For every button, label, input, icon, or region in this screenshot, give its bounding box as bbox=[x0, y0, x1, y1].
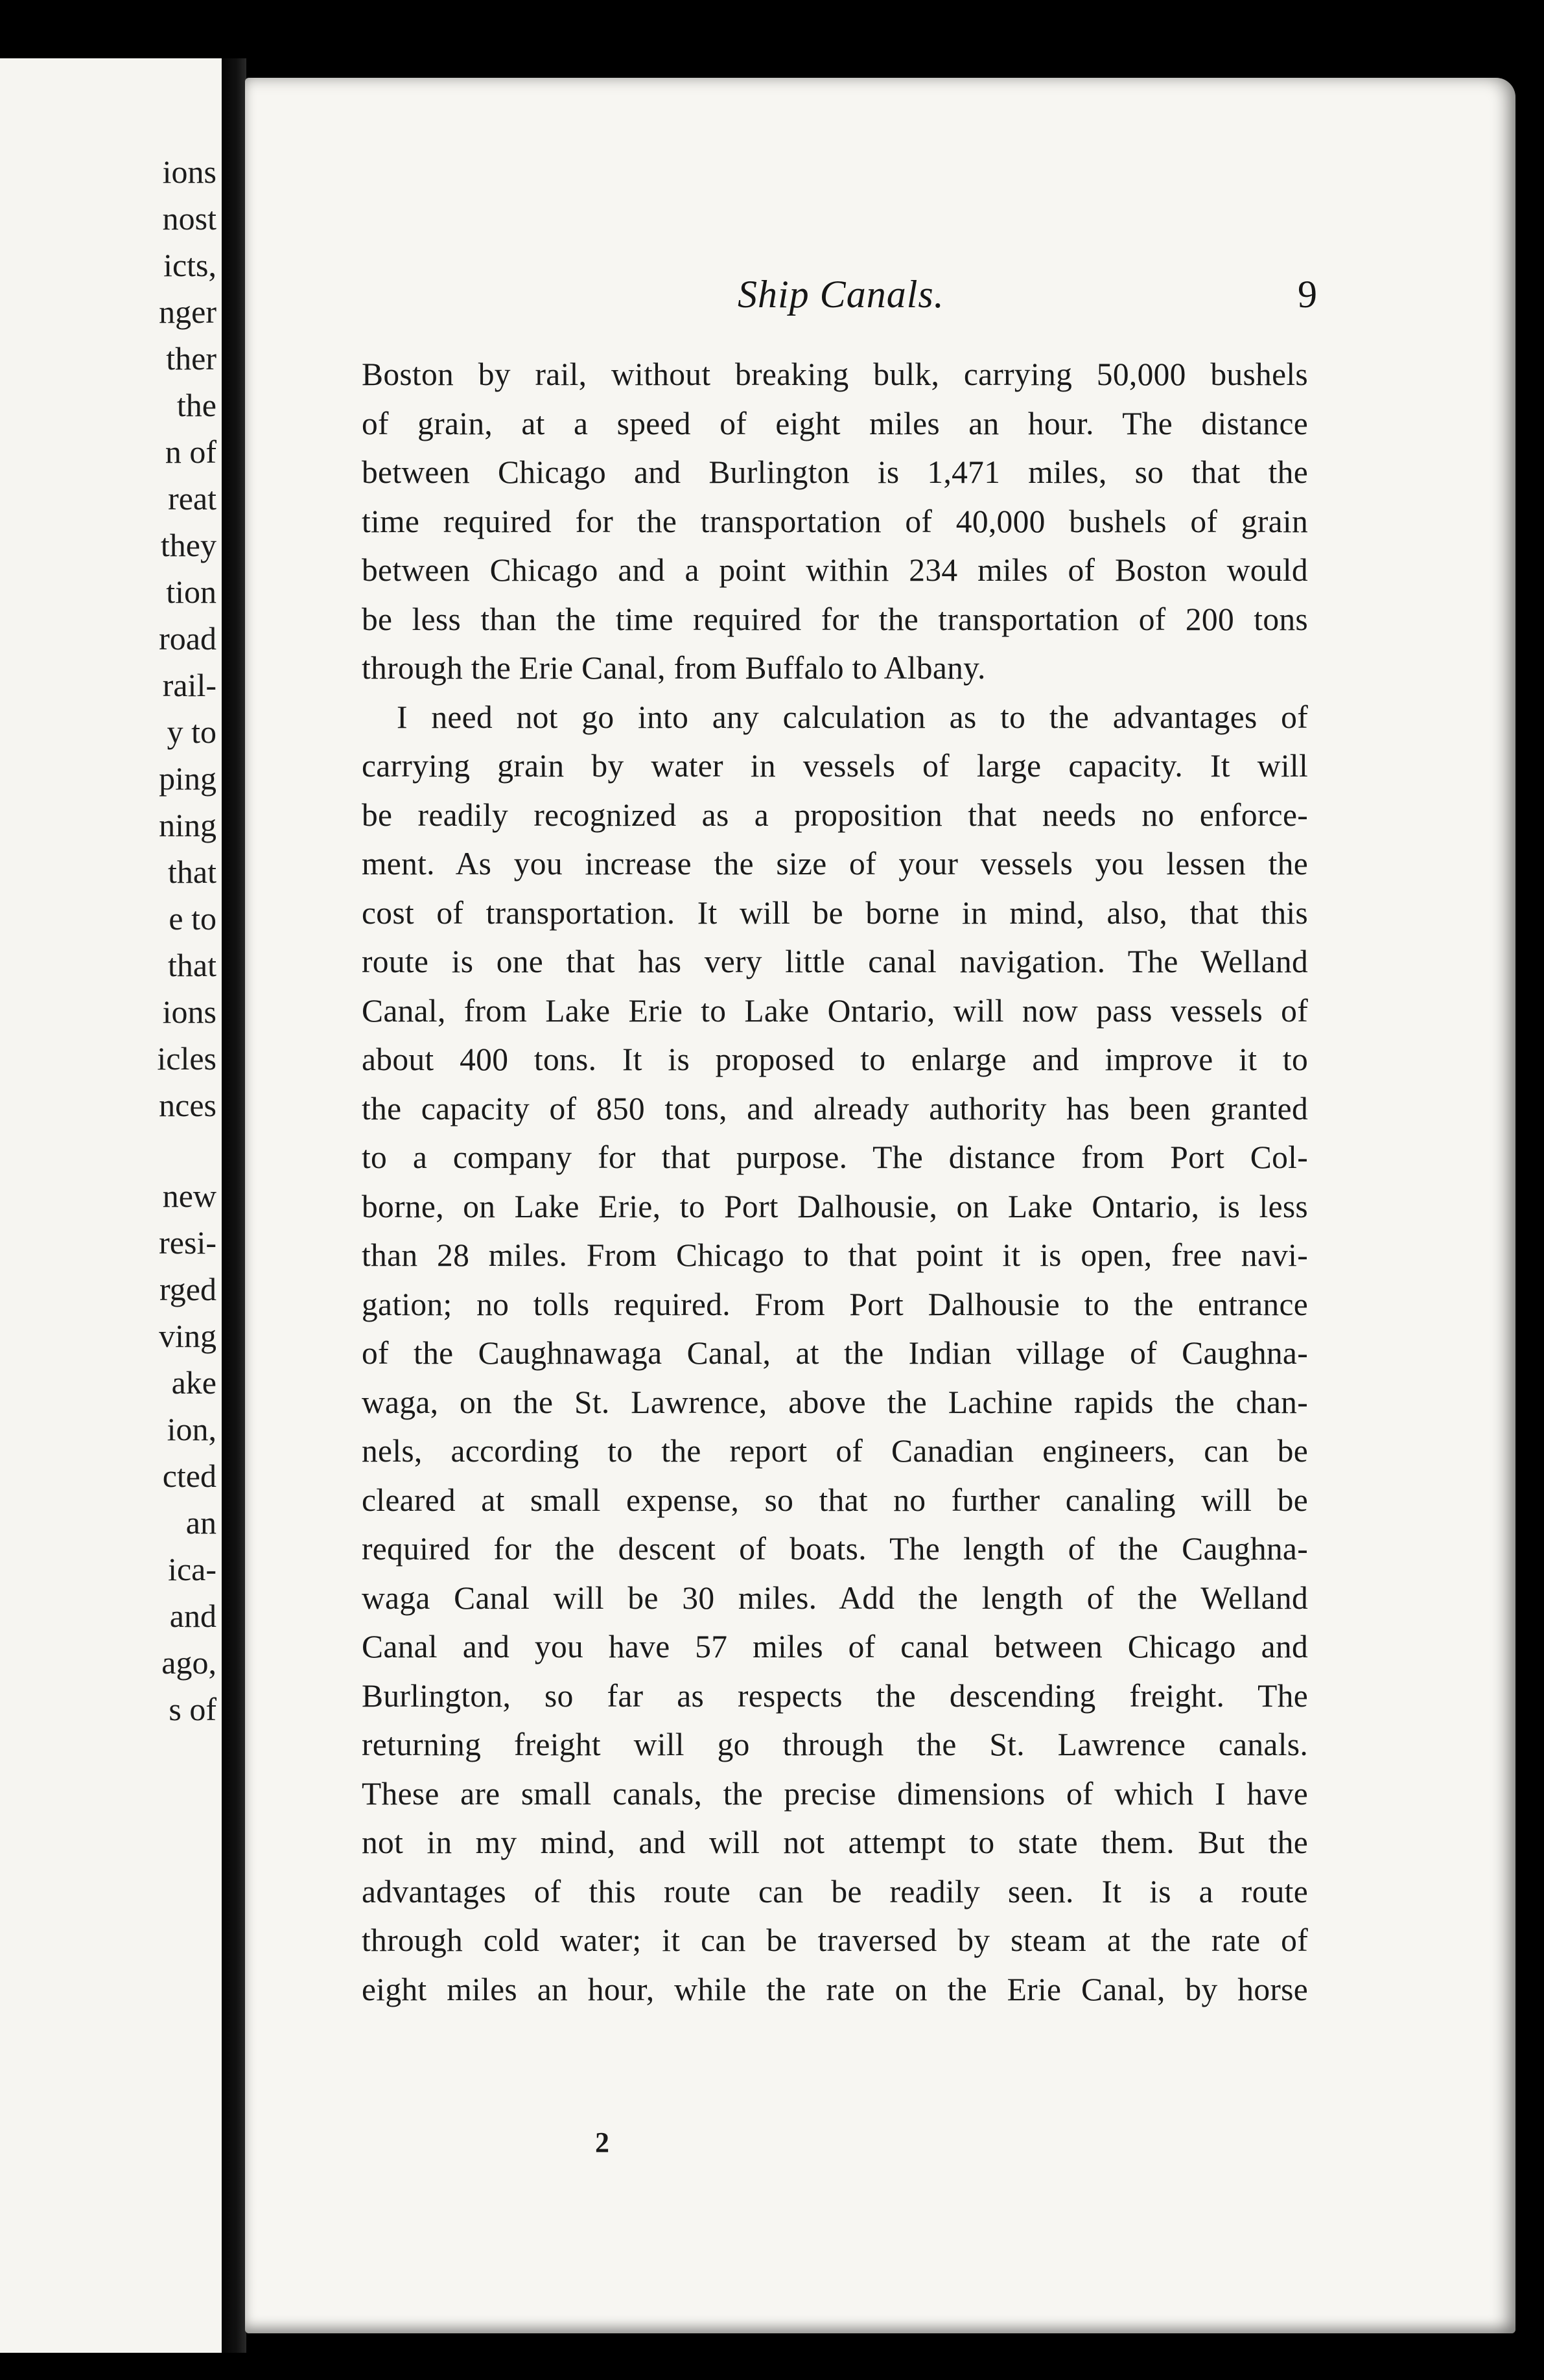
text-line: advantages of this route can be readily seen. It is a route bbox=[362, 1873, 1308, 1909]
facing-page-fragment: tion bbox=[166, 574, 216, 610]
text-line: carrying grain by water in vessels of large capacity. It will bbox=[362, 748, 1308, 784]
facing-page-fragment: an bbox=[185, 1504, 216, 1541]
text-line: between Chicago and a point within 234 miles of Boston would bbox=[362, 552, 1308, 588]
text-line: of the Caughnawaga Canal, at the Indian village of Caughna- bbox=[362, 1335, 1308, 1371]
facing-page-fragment: ion, bbox=[167, 1411, 216, 1447]
text-line: than 28 miles. From Chicago to that point it is open, free navi- bbox=[362, 1237, 1308, 1273]
facing-page-fragment: that bbox=[168, 854, 216, 890]
text-line: cost of transportation. It will be borne in mind, also, that this bbox=[362, 894, 1308, 931]
text-line: These are small canals, the precise dimensions of which I have bbox=[362, 1775, 1308, 1812]
body-text bbox=[362, 350, 1308, 2014]
text-line: Canal and you have 57 miles of canal between Chicago and bbox=[362, 1629, 1308, 1664]
text-line: not in my mind, and will not attempt to state them. But the bbox=[362, 1825, 1308, 1860]
text-line: Canal, from Lake Erie to Lake Ontario, will now pass vessels of bbox=[362, 992, 1308, 1029]
text-line: to a company for that purpose. The distance from Port Col- bbox=[362, 1139, 1308, 1175]
facing-page-fragment: ago, bbox=[161, 1644, 216, 1681]
facing-page-fragment: ions bbox=[162, 994, 216, 1030]
text-line: nels, according to the report of Canadian engineers, can be bbox=[362, 1433, 1308, 1469]
text-line: route is one that has very little canal navigation. The Welland bbox=[362, 944, 1308, 979]
text-line: I need not go into any calculation as to the advantages of bbox=[397, 699, 1308, 735]
text-line: waga, on the St. Lawrence, above the Lachine rapids the chan- bbox=[362, 1384, 1308, 1420]
text-line: be readily recognized as a proposition that needs no enforce- bbox=[362, 797, 1308, 833]
paragraph bbox=[362, 693, 1308, 2014]
facing-page-fragment: that bbox=[168, 947, 216, 983]
text-line: waga Canal will be 30 miles. Add the length of the Welland bbox=[362, 1580, 1308, 1616]
text-line: through cold water; it can be traversed by steam at the rate of bbox=[362, 1922, 1308, 1958]
text-line: time required for the transportation of 40,000 bushels of grain bbox=[362, 503, 1308, 539]
text-line: between Chicago and Burlington is 1,471 miles, so that the bbox=[362, 454, 1308, 490]
facing-page-fragment: new bbox=[162, 1178, 216, 1214]
text-line: the capacity of 850 tons, and already authority has been granted bbox=[362, 1090, 1308, 1126]
facing-page-fragment: nces bbox=[159, 1087, 216, 1123]
running-header bbox=[245, 272, 1515, 324]
text-line: be less than the time required for the transportation of 200 tons bbox=[362, 601, 1308, 637]
text-line: required for the descent of boats. The length of the Caughna- bbox=[362, 1531, 1308, 1567]
facing-page-fragment: ions bbox=[162, 154, 216, 190]
text-line: through the Erie Canal, from Buffalo to Albany. bbox=[362, 650, 986, 686]
facing-page-fragment: e to bbox=[169, 900, 216, 937]
facing-page-fragment: ica- bbox=[168, 1551, 216, 1587]
facing-page-fragment: resi- bbox=[159, 1224, 216, 1261]
binding-gutter bbox=[222, 58, 246, 2353]
facing-page-fragment: the bbox=[176, 387, 216, 423]
facing-page-fragment: ping bbox=[159, 760, 216, 797]
running-title: Ship Canals. bbox=[738, 273, 944, 316]
facing-page-fragment: road bbox=[159, 620, 216, 657]
page-number: 9 bbox=[1298, 273, 1317, 316]
text-line: gation; no tolls required. From Port Dalhousie to the entrance bbox=[362, 1286, 1308, 1322]
facing-page-fragment: ther bbox=[166, 340, 216, 377]
book-page bbox=[245, 78, 1515, 2333]
text-line: ment. As you increase the size of your vessels you lessen the bbox=[362, 846, 1308, 881]
text-line: about 400 tons. It is proposed to enlarge and improve it to bbox=[362, 1042, 1308, 1077]
facing-page-fragment: ning bbox=[159, 807, 216, 843]
text-line: Burlington, so far as respects the descending freight. The bbox=[362, 1677, 1308, 1714]
facing-page-fragment: they bbox=[160, 527, 216, 563]
text-line: borne, on Lake Erie, to Port Dalhousie, on Lake Ontario, is less bbox=[362, 1188, 1308, 1224]
text-line: returning freight will go through the St. Lawrence canals. bbox=[362, 1727, 1308, 1762]
facing-page-fragment: s of bbox=[169, 1691, 216, 1727]
facing-page-fragment: nger bbox=[159, 294, 216, 330]
facing-page-fragment: reat bbox=[168, 480, 216, 517]
facing-page-fragment: y to bbox=[167, 714, 216, 750]
facing-page-fragment: nost bbox=[162, 200, 216, 237]
facing-page-fragment: icles bbox=[157, 1040, 216, 1077]
text-line: Boston by rail, without breaking bulk, carrying 50,000 bushels bbox=[362, 356, 1308, 392]
facing-page-fragment: ving bbox=[159, 1318, 216, 1354]
text-line: of grain, at a speed of eight miles an hour. The distance bbox=[362, 405, 1308, 441]
facing-page-fragment: ake bbox=[171, 1364, 216, 1401]
facing-page bbox=[0, 58, 222, 2353]
facing-page-fragment: n of bbox=[165, 434, 216, 470]
text-line: eight miles an hour, while the rate on the Erie Canal, by horse bbox=[362, 1971, 1308, 2007]
text-line: cleared at small expense, so that no further canaling will be bbox=[362, 1482, 1308, 1518]
facing-page-fragment: icts, bbox=[163, 247, 216, 283]
signature-mark: 2 bbox=[595, 2127, 609, 2158]
facing-page-fragment: and bbox=[169, 1598, 216, 1634]
facing-page-fragment: rged bbox=[159, 1271, 216, 1307]
paragraph bbox=[362, 350, 1308, 693]
facing-page-fragment: rail- bbox=[162, 667, 216, 703]
facing-page-fragment: cted bbox=[162, 1458, 216, 1494]
